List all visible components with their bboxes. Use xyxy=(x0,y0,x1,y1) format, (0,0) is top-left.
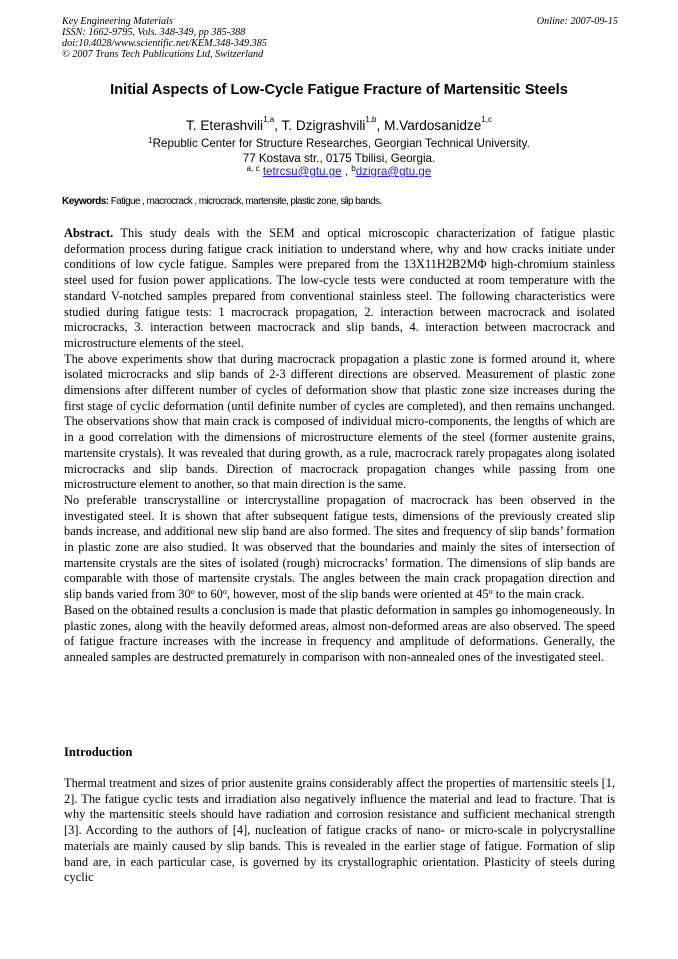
affiliation-line-1 xyxy=(0,136,678,151)
affiliation-text: Republic Center for Structure Researches, Georgian Technical University. xyxy=(152,137,530,150)
abstract-label: Abstract. xyxy=(64,226,114,240)
abstract-text: to the main crack. xyxy=(492,587,585,602)
keywords-text: Fatigue , macrocrack , microcrack, martensite, plastic zone, slip bands. xyxy=(108,196,382,207)
doi-line: doi:10.4028/www.scientific.net/KEM.348-349.385 xyxy=(62,38,267,49)
affiliation-line-2: 77 Kostava str., 0175 Tbilisi, Georgia. xyxy=(242,152,436,165)
online-date: Online: 2007-09-15 xyxy=(536,16,618,27)
email-link-b[interactable]: dzigra@gtu.ge xyxy=(355,165,432,178)
copyright-line: © 2007 Trans Tech Publications Ltd, Switzerland xyxy=(62,49,264,60)
abstract-paragraph: The above experiments show that during macrocrack propagation a plastic zone is formed around it, where isolated microcracks and slip bands of 2-3 different directions are observed. Measurement of plastic zone dimensions after different number of cycles of deformation show that plastic zone size increases during the first stage of cyclic deformation (until definite number of cycles are completed), and then remains unchanged. The observations show that main crack is composed of individual micro-components, the lengths of which are in a good correlation with the dimensions of microstructure elements of the steel (former austenite grains, martensite crystals). It was revealed that during growth, as a rule, macrocrack rarely propagates along isolated microcracks and slip bands. Direction of macrocrack propagation changes while passing from one microstructure element to another, so that main direction is the same. xyxy=(64,351,615,492)
author-list: T. Eterashvili$^{1,a}$, T. Dzigrashvili$^{1,b}$, M.Vardosanidze$^{1,c}$ xyxy=(186,115,492,133)
keywords-label: Keywords: xyxy=(62,196,109,207)
issn-line: ISSN: 1662-9795, Vols. 348-349, pp 385-388 xyxy=(62,27,246,38)
abstract xyxy=(64,226,615,666)
abstract-paragraph xyxy=(64,493,615,603)
degree-sup: o xyxy=(488,587,493,597)
author-sup: 1,c xyxy=(481,115,492,124)
paper-title: Initial Aspects of Low-Cycle Fatigue Fracture of Martensitic Steels xyxy=(110,82,568,98)
keywords xyxy=(62,196,622,207)
email-separator: , xyxy=(341,165,352,178)
abstract-paragraph xyxy=(64,226,615,352)
journal-name: Key Engineering Materials xyxy=(62,16,173,27)
section-heading: Introduction xyxy=(64,745,133,759)
abstract-text: No preferable transcrystalline or intercrystalline propagation of macrocrack has been observed in the investigated steel. It is shown that after subsequent fatigue tests, dimensions of the previously created slip bands increase, and additional new slip band are also formed. The sites and frequency of slip bands’ formation in plastic zone are also studied. It was observed that the boundaries and mainly the sites of intersection of martensite crystals are the sites of isolated (rough) microcracks’ formation. The dimensions of slip bands are comparable with those of martensite crystals. The angles between the main crack propagation direction and slip bands varied from 30 xyxy=(64,492,615,602)
degree-sup: o xyxy=(190,587,195,597)
abstract-text: This study deals with the SEM and optical microscopic characterization of fatigue plastic deformation process during fatigue crack initiation to understand where, why and how cracks initiate under conditions of low cycle fatigue. Samples were prepared from the 13X11H2B2MΦ high-chromium stainless steel used for fusion power applications. The low-cycle tests were conducted at room temperature with the standard V-notched samples prepared from conventional stainless steel. The following characteristics were studied during fatigue tests: 1 macrocrack propagation, 2. interaction between macrocrack and isolated microcracks, 3. interaction between macrocrack and slip bands, 4. interaction between macrocrack and microstructure elements of the steel. xyxy=(64,226,615,350)
introduction-body xyxy=(64,776,615,886)
author-sup: 1,a xyxy=(263,115,275,124)
author-name: M.Vardosanidze xyxy=(384,118,482,133)
abstract-paragraph: Based on the obtained results a conclusion is made that plastic deformation in samples go inhomogeneously. In plastic zones, along with the heavily deformed areas, almost non-deformed areas are also observed. The speed of fatigue fracture increases with the increase in frequency and amplitude of deformations. Generally, the annealed samples are destructed prematurely in comparison with non-annealed ones of the investigated steel. xyxy=(64,602,615,664)
author-sup: 1,b xyxy=(365,115,377,124)
author-name: T. Dzigrashvili xyxy=(281,118,366,133)
abstract-text: to 60 xyxy=(194,587,223,602)
author-name: T. Eterashvili xyxy=(186,118,264,133)
journal-header xyxy=(62,16,618,60)
email-sup-a: a, c xyxy=(246,164,260,173)
abstract-text: , however, most of the slip bands were oriented at 45 xyxy=(226,587,489,602)
introduction-paragraph: Thermal treatment and sizes of prior austenite grains considerably affect the properties of martensitic steels [1, 2]. The fatigue cyclic tests and irradiation also negatively influence the material and lead to fracture. That is why the martensitic steels should have radiation and corrosion resistance and sufficient mechanical strength [3]. According to the authors of [4], nucleation of fatigue cracks of nano- or micro-scale in polycrystalline materials are mainly caused by slip bands. This is revealed in the earlier stage of fatigue. Formation of slip band are, in each particular case, is governed by its crystallographic orientation. Plasticity of steels during cyclic xyxy=(64,776,615,885)
email-link-a[interactable]: tetrcsu@gtu.ge xyxy=(262,165,342,178)
degree-sup: o xyxy=(222,587,227,597)
email-sup-b: b xyxy=(351,164,356,173)
email-line xyxy=(0,164,678,179)
affiliation-sup: 1 xyxy=(148,136,153,145)
